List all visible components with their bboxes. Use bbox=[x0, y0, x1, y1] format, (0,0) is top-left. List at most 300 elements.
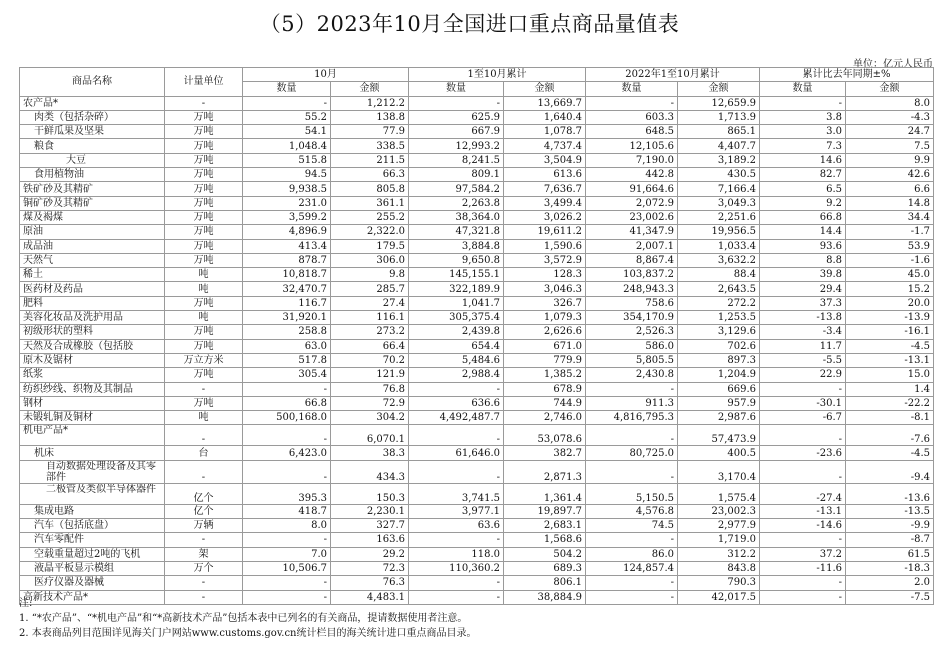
page-title: （5）2023年10月全国进口重点商品量值表 bbox=[259, 12, 680, 36]
cell-pv: 8.0 bbox=[846, 96, 934, 110]
cell-unit: 亿个 bbox=[165, 483, 243, 504]
cell-pq: 9.2 bbox=[760, 196, 846, 210]
cell-q2: 809.1 bbox=[409, 168, 504, 182]
cell-q3: - bbox=[586, 460, 678, 483]
note-line: 1. “*农产品”、“*机电产品”和“*高新技术产品”包括本表中已列名的有关商品，提请数据使用者注意。 bbox=[19, 613, 468, 624]
table-row bbox=[20, 125, 934, 139]
table-row bbox=[20, 225, 934, 239]
cell-v2: 613.6 bbox=[504, 168, 586, 182]
cell-unit: 万立方米 bbox=[165, 353, 243, 367]
cell-pv: -1.6 bbox=[846, 253, 934, 267]
cell-v1: 138.8 bbox=[331, 110, 409, 124]
cell-unit: 亿个 bbox=[165, 504, 243, 518]
cell-unit: 万吨 bbox=[165, 396, 243, 410]
cell-v2: 326.7 bbox=[504, 296, 586, 310]
cell-q1: 8.0 bbox=[243, 519, 331, 533]
cell-unit: 万吨 bbox=[165, 339, 243, 353]
cell-unit: 万吨 bbox=[165, 296, 243, 310]
cell-unit: 架 bbox=[165, 547, 243, 561]
cell-q1: 4,896.9 bbox=[243, 225, 331, 239]
cell-name: 钢材 bbox=[20, 396, 165, 410]
header-group: 10月 bbox=[243, 68, 409, 82]
cell-q1: 878.7 bbox=[243, 253, 331, 267]
cell-q1: 6,423.0 bbox=[243, 446, 331, 460]
cell-v3: 42,017.5 bbox=[678, 590, 760, 604]
cell-v1: 2,322.0 bbox=[331, 225, 409, 239]
cell-pv: -4.5 bbox=[846, 446, 934, 460]
table-row bbox=[20, 382, 934, 396]
cell-pv: -13.9 bbox=[846, 311, 934, 325]
cell-v2: 671.0 bbox=[504, 339, 586, 353]
cell-v3: 669.6 bbox=[678, 382, 760, 396]
cell-pv: 34.4 bbox=[846, 210, 934, 224]
cell-name: 自动数据处理设备及其零部件 bbox=[20, 460, 165, 483]
cell-q1: 31,920.1 bbox=[243, 311, 331, 325]
cell-v2: 38,884.9 bbox=[504, 590, 586, 604]
cell-q3: 7,190.0 bbox=[586, 153, 678, 167]
cell-pq: 8.8 bbox=[760, 253, 846, 267]
cell-name: 美容化妆品及洗护用品 bbox=[20, 311, 165, 325]
cell-v3: 1,719.0 bbox=[678, 533, 760, 547]
cell-q3: 2,526.3 bbox=[586, 325, 678, 339]
cell-v1: 179.5 bbox=[331, 239, 409, 253]
cell-q2: - bbox=[409, 533, 504, 547]
cell-v1: 66.4 bbox=[331, 339, 409, 353]
cell-pq: - bbox=[760, 382, 846, 396]
cell-v3: 843.8 bbox=[678, 561, 760, 575]
cell-pq: 39.8 bbox=[760, 268, 846, 282]
cell-q3: 86.0 bbox=[586, 547, 678, 561]
cell-pq: 6.5 bbox=[760, 182, 846, 196]
table-row bbox=[20, 296, 934, 310]
cell-q3: 41,347.9 bbox=[586, 225, 678, 239]
cell-unit: 万吨 bbox=[165, 182, 243, 196]
cell-name: 天然气 bbox=[20, 253, 165, 267]
cell-q2: 47,321.8 bbox=[409, 225, 504, 239]
header-group: 累计比去年同期±% bbox=[760, 68, 934, 82]
cell-q1: 413.4 bbox=[243, 239, 331, 253]
cell-q2: 118.0 bbox=[409, 547, 504, 561]
cell-pv: -9.4 bbox=[846, 460, 934, 483]
cell-pv: 9.9 bbox=[846, 153, 934, 167]
cell-name: 医药材及药品 bbox=[20, 282, 165, 296]
cell-v3: 1,204.9 bbox=[678, 368, 760, 382]
cell-q1: 9,938.5 bbox=[243, 182, 331, 196]
cell-q2: 110,360.2 bbox=[409, 561, 504, 575]
cell-q1: - bbox=[243, 590, 331, 604]
cell-q1: 10,506.7 bbox=[243, 561, 331, 575]
cell-v3: 57,473.9 bbox=[678, 425, 760, 446]
cell-q2: 3,977.1 bbox=[409, 504, 504, 518]
cell-v3: 2,251.6 bbox=[678, 210, 760, 224]
header-sub: 金额 bbox=[331, 82, 409, 96]
cell-pv: 14.8 bbox=[846, 196, 934, 210]
table-row bbox=[20, 411, 934, 425]
cell-q2: 3,884.8 bbox=[409, 239, 504, 253]
cell-q3: - bbox=[586, 590, 678, 604]
cell-v2: 2,746.0 bbox=[504, 411, 586, 425]
cell-v3: 2,643.5 bbox=[678, 282, 760, 296]
header-group: 1至10月累计 bbox=[409, 68, 586, 82]
header-sub: 金额 bbox=[678, 82, 760, 96]
cell-pv: 24.7 bbox=[846, 125, 934, 139]
cell-pv: 6.6 bbox=[846, 182, 934, 196]
cell-name: 汽车（包括底盘） bbox=[20, 519, 165, 533]
cell-v2: 3,499.4 bbox=[504, 196, 586, 210]
cell-pq: 3.8 bbox=[760, 110, 846, 124]
cell-pq: 14.4 bbox=[760, 225, 846, 239]
cell-v1: 361.1 bbox=[331, 196, 409, 210]
cell-v1: 304.2 bbox=[331, 411, 409, 425]
table-row bbox=[20, 396, 934, 410]
cell-unit: - bbox=[165, 382, 243, 396]
cell-unit: 吨 bbox=[165, 282, 243, 296]
cell-unit: 万吨 bbox=[165, 239, 243, 253]
cell-v1: 805.8 bbox=[331, 182, 409, 196]
cell-q1: 94.5 bbox=[243, 168, 331, 182]
cell-q3: 74.5 bbox=[586, 519, 678, 533]
cell-v3: 957.9 bbox=[678, 396, 760, 410]
cell-v1: 76.3 bbox=[331, 576, 409, 590]
cell-name: 初级形状的塑料 bbox=[20, 325, 165, 339]
cell-pq: -27.4 bbox=[760, 483, 846, 504]
cell-pq: 3.0 bbox=[760, 125, 846, 139]
table-row bbox=[20, 139, 934, 153]
table-row bbox=[20, 425, 934, 446]
table-row bbox=[20, 576, 934, 590]
cell-q1: - bbox=[243, 382, 331, 396]
cell-pv: 15.2 bbox=[846, 282, 934, 296]
cell-q2: 145,155.1 bbox=[409, 268, 504, 282]
cell-q2: 38,364.0 bbox=[409, 210, 504, 224]
cell-q1: 1,048.4 bbox=[243, 139, 331, 153]
cell-q3: 442.8 bbox=[586, 168, 678, 182]
cell-name: 煤及褐煤 bbox=[20, 210, 165, 224]
cell-q2: - bbox=[409, 576, 504, 590]
cell-q2: 12,993.2 bbox=[409, 139, 504, 153]
notes bbox=[19, 596, 477, 641]
cell-name: 稀土 bbox=[20, 268, 165, 282]
cell-pq: -3.4 bbox=[760, 325, 846, 339]
cell-v3: 4,407.7 bbox=[678, 139, 760, 153]
cell-name: 纺织纱线、织物及其制品 bbox=[20, 382, 165, 396]
cell-q3: 80,725.0 bbox=[586, 446, 678, 460]
cell-pq: -11.6 bbox=[760, 561, 846, 575]
cell-q2: 2,988.4 bbox=[409, 368, 504, 382]
cell-q2: 667.9 bbox=[409, 125, 504, 139]
cell-v3: 23,002.3 bbox=[678, 504, 760, 518]
cell-q2: 625.9 bbox=[409, 110, 504, 124]
cell-v1: 150.3 bbox=[331, 483, 409, 504]
cell-q3: 5,150.5 bbox=[586, 483, 678, 504]
cell-q2: 4,492,487.7 bbox=[409, 411, 504, 425]
cell-unit: 万吨 bbox=[165, 368, 243, 382]
cell-v1: 76.8 bbox=[331, 382, 409, 396]
cell-q3: - bbox=[586, 425, 678, 446]
cell-v3: 19,956.5 bbox=[678, 225, 760, 239]
cell-q3: 2,007.1 bbox=[586, 239, 678, 253]
cell-q3: 4,816,795.3 bbox=[586, 411, 678, 425]
cell-unit: 吨 bbox=[165, 268, 243, 282]
cell-v3: 2,987.6 bbox=[678, 411, 760, 425]
cell-v3: 865.1 bbox=[678, 125, 760, 139]
cell-q3: 124,857.4 bbox=[586, 561, 678, 575]
cell-q3: 648.5 bbox=[586, 125, 678, 139]
cell-q1: - bbox=[243, 425, 331, 446]
cell-v1: 70.2 bbox=[331, 353, 409, 367]
table-row bbox=[20, 182, 934, 196]
table-row bbox=[20, 168, 934, 182]
table-row bbox=[20, 339, 934, 353]
cell-v3: 1,033.4 bbox=[678, 239, 760, 253]
cell-q1: 116.7 bbox=[243, 296, 331, 310]
cell-v2: 19,611.2 bbox=[504, 225, 586, 239]
cell-v2: 1,079.3 bbox=[504, 311, 586, 325]
cell-v1: 434.3 bbox=[331, 460, 409, 483]
cell-pq: 11.7 bbox=[760, 339, 846, 353]
cell-v1: 116.1 bbox=[331, 311, 409, 325]
header-unit: 计量单位 bbox=[165, 68, 243, 97]
cell-pv: -8.1 bbox=[846, 411, 934, 425]
table-row bbox=[20, 210, 934, 224]
cell-v2: 806.1 bbox=[504, 576, 586, 590]
cell-name: 食用植物油 bbox=[20, 168, 165, 182]
cell-v1: 327.7 bbox=[331, 519, 409, 533]
cell-pv: 20.0 bbox=[846, 296, 934, 310]
cell-pv: -13.6 bbox=[846, 483, 934, 504]
cell-pv: -7.6 bbox=[846, 425, 934, 446]
table-row bbox=[20, 460, 934, 483]
cell-q2: - bbox=[409, 425, 504, 446]
cell-q1: 66.8 bbox=[243, 396, 331, 410]
cell-v3: 400.5 bbox=[678, 446, 760, 460]
cell-v2: 53,078.6 bbox=[504, 425, 586, 446]
cell-v3: 3,170.4 bbox=[678, 460, 760, 483]
cell-v2: 1,361.4 bbox=[504, 483, 586, 504]
cell-q1: 54.1 bbox=[243, 125, 331, 139]
table-row bbox=[20, 96, 934, 110]
cell-q2: 5,484.6 bbox=[409, 353, 504, 367]
cell-pv: 53.9 bbox=[846, 239, 934, 253]
cell-name: 干鲜瓜果及坚果 bbox=[20, 125, 165, 139]
table-row bbox=[20, 239, 934, 253]
cell-v2: 3,572.9 bbox=[504, 253, 586, 267]
cell-v3: 3,049.3 bbox=[678, 196, 760, 210]
import-table bbox=[19, 67, 934, 605]
cell-q1: - bbox=[243, 460, 331, 483]
cell-q2: - bbox=[409, 460, 504, 483]
cell-pv: 61.5 bbox=[846, 547, 934, 561]
cell-v2: 744.9 bbox=[504, 396, 586, 410]
cell-v3: 3,632.2 bbox=[678, 253, 760, 267]
cell-v3: 272.2 bbox=[678, 296, 760, 310]
cell-unit: - bbox=[165, 96, 243, 110]
cell-pq: -13.1 bbox=[760, 504, 846, 518]
cell-pq: 22.9 bbox=[760, 368, 846, 382]
cell-pq: -14.6 bbox=[760, 519, 846, 533]
cell-v1: 121.9 bbox=[331, 368, 409, 382]
cell-q3: 248,943.3 bbox=[586, 282, 678, 296]
cell-v2: 2,871.3 bbox=[504, 460, 586, 483]
cell-unit: - bbox=[165, 590, 243, 604]
cell-name: 肉类（包括杂碎） bbox=[20, 110, 165, 124]
cell-v1: 27.4 bbox=[331, 296, 409, 310]
cell-v1: 29.2 bbox=[331, 547, 409, 561]
cell-pv: -13.1 bbox=[846, 353, 934, 367]
table-row bbox=[20, 268, 934, 282]
table-row bbox=[20, 446, 934, 460]
cell-unit: - bbox=[165, 576, 243, 590]
cell-q2: 2,439.8 bbox=[409, 325, 504, 339]
header-sub: 数量 bbox=[586, 82, 678, 96]
cell-unit: 万吨 bbox=[165, 225, 243, 239]
cell-q3: 758.6 bbox=[586, 296, 678, 310]
header-group: 2022年1至10月累计 bbox=[586, 68, 760, 82]
cell-name: 纸浆 bbox=[20, 368, 165, 382]
cell-q3: 5,805.5 bbox=[586, 353, 678, 367]
cell-q3: 2,072.9 bbox=[586, 196, 678, 210]
table-row bbox=[20, 561, 934, 575]
cell-unit: 吨 bbox=[165, 411, 243, 425]
cell-v2: 678.9 bbox=[504, 382, 586, 396]
cell-q2: 9,650.8 bbox=[409, 253, 504, 267]
cell-q3: 354,170.9 bbox=[586, 311, 678, 325]
cell-name: 机床 bbox=[20, 446, 165, 460]
cell-v3: 897.3 bbox=[678, 353, 760, 367]
cell-v3: 12,659.9 bbox=[678, 96, 760, 110]
cell-q2: 322,189.9 bbox=[409, 282, 504, 296]
cell-v2: 3,026.2 bbox=[504, 210, 586, 224]
cell-name: 未锻轧铜及铜材 bbox=[20, 411, 165, 425]
cell-pq: - bbox=[760, 533, 846, 547]
cell-v1: 163.6 bbox=[331, 533, 409, 547]
cell-pq: 37.3 bbox=[760, 296, 846, 310]
cell-name: 空载重量超过2吨的飞机 bbox=[20, 547, 165, 561]
cell-v3: 312.2 bbox=[678, 547, 760, 561]
cell-q1: 55.2 bbox=[243, 110, 331, 124]
table-row bbox=[20, 110, 934, 124]
cell-q2: 8,241.5 bbox=[409, 153, 504, 167]
cell-pv: 2.0 bbox=[846, 576, 934, 590]
cell-q1: 10,818.7 bbox=[243, 268, 331, 282]
cell-v1: 211.5 bbox=[331, 153, 409, 167]
cell-unit: - bbox=[165, 533, 243, 547]
header-sub: 金额 bbox=[846, 82, 934, 96]
cell-q1: 7.0 bbox=[243, 547, 331, 561]
cell-q3: 91,664.6 bbox=[586, 182, 678, 196]
cell-v1: 66.3 bbox=[331, 168, 409, 182]
cell-pv: -13.5 bbox=[846, 504, 934, 518]
cell-name: 农产品* bbox=[20, 96, 165, 110]
cell-pv: 45.0 bbox=[846, 268, 934, 282]
cell-pv: -7.5 bbox=[846, 590, 934, 604]
cell-pq: - bbox=[760, 96, 846, 110]
cell-v3: 2,977.9 bbox=[678, 519, 760, 533]
cell-q3: - bbox=[586, 533, 678, 547]
cell-v1: 1,212.2 bbox=[331, 96, 409, 110]
cell-pv: -16.1 bbox=[846, 325, 934, 339]
cell-pq: -23.6 bbox=[760, 446, 846, 460]
cell-q3: 4,576.8 bbox=[586, 504, 678, 518]
cell-unit: - bbox=[165, 425, 243, 446]
cell-q1: 305.4 bbox=[243, 368, 331, 382]
cell-v2: 13,669.7 bbox=[504, 96, 586, 110]
cell-name: 二极管及类似半导体器件 bbox=[20, 483, 165, 504]
cell-v1: 38.3 bbox=[331, 446, 409, 460]
cell-unit: 万吨 bbox=[165, 110, 243, 124]
cell-v2: 1,590.6 bbox=[504, 239, 586, 253]
cell-v1: 9.8 bbox=[331, 268, 409, 282]
cell-name: 集成电路 bbox=[20, 504, 165, 518]
cell-q1: 395.3 bbox=[243, 483, 331, 504]
cell-pq: -6.7 bbox=[760, 411, 846, 425]
table-row bbox=[20, 519, 934, 533]
cell-pq: -13.8 bbox=[760, 311, 846, 325]
cell-v2: 504.2 bbox=[504, 547, 586, 561]
cell-pv: -18.3 bbox=[846, 561, 934, 575]
cell-pq: 7.3 bbox=[760, 139, 846, 153]
cell-v3: 3,129.6 bbox=[678, 325, 760, 339]
note-line: 2. 本表商品列目范围详见海关门户网站www.customs.gov.cn统计栏目的海关统计进口重点商品目录。 bbox=[19, 628, 477, 639]
cell-name: 机电产品* bbox=[20, 425, 165, 446]
cell-v3: 88.4 bbox=[678, 268, 760, 282]
cell-v3: 1,713.9 bbox=[678, 110, 760, 124]
cell-name: 大豆 bbox=[20, 153, 165, 167]
cell-q2: 61,646.0 bbox=[409, 446, 504, 460]
cell-v2: 4,737.4 bbox=[504, 139, 586, 153]
cell-pv: 15.0 bbox=[846, 368, 934, 382]
cell-q2: 1,041.7 bbox=[409, 296, 504, 310]
header-sub: 数量 bbox=[409, 82, 504, 96]
cell-q2: 654.4 bbox=[409, 339, 504, 353]
cell-v2: 2,626.6 bbox=[504, 325, 586, 339]
cell-unit: 万吨 bbox=[165, 139, 243, 153]
cell-v1: 2,230.1 bbox=[331, 504, 409, 518]
cell-pv: 7.5 bbox=[846, 139, 934, 153]
cell-q1: 258.8 bbox=[243, 325, 331, 339]
cell-q1: 418.7 bbox=[243, 504, 331, 518]
cell-q3: 603.3 bbox=[586, 110, 678, 124]
cell-unit: 万辆 bbox=[165, 519, 243, 533]
table-row bbox=[20, 353, 934, 367]
cell-pq: 14.6 bbox=[760, 153, 846, 167]
cell-q2: 97,584.2 bbox=[409, 182, 504, 196]
table-row bbox=[20, 282, 934, 296]
cell-pq: - bbox=[760, 460, 846, 483]
cell-unit: 万吨 bbox=[165, 153, 243, 167]
cell-pq: - bbox=[760, 590, 846, 604]
header-sub: 数量 bbox=[243, 82, 331, 96]
cell-q1: - bbox=[243, 576, 331, 590]
cell-q2: 63.6 bbox=[409, 519, 504, 533]
cell-v2: 1,568.6 bbox=[504, 533, 586, 547]
table-row bbox=[20, 253, 934, 267]
cell-unit: 万吨 bbox=[165, 253, 243, 267]
cell-q3: 12,105.6 bbox=[586, 139, 678, 153]
cell-name: 液晶平板显示模组 bbox=[20, 561, 165, 575]
cell-q3: 911.3 bbox=[586, 396, 678, 410]
cell-name: 天然及合成橡胶（包括胶 bbox=[20, 339, 165, 353]
cell-unit: 台 bbox=[165, 446, 243, 460]
cell-q1: 63.0 bbox=[243, 339, 331, 353]
cell-v1: 338.5 bbox=[331, 139, 409, 153]
cell-unit: 万吨 bbox=[165, 196, 243, 210]
cell-pv: 1.4 bbox=[846, 382, 934, 396]
cell-q2: 2,263.8 bbox=[409, 196, 504, 210]
cell-v2: 689.3 bbox=[504, 561, 586, 575]
table-row bbox=[20, 325, 934, 339]
cell-v1: 72.3 bbox=[331, 561, 409, 575]
